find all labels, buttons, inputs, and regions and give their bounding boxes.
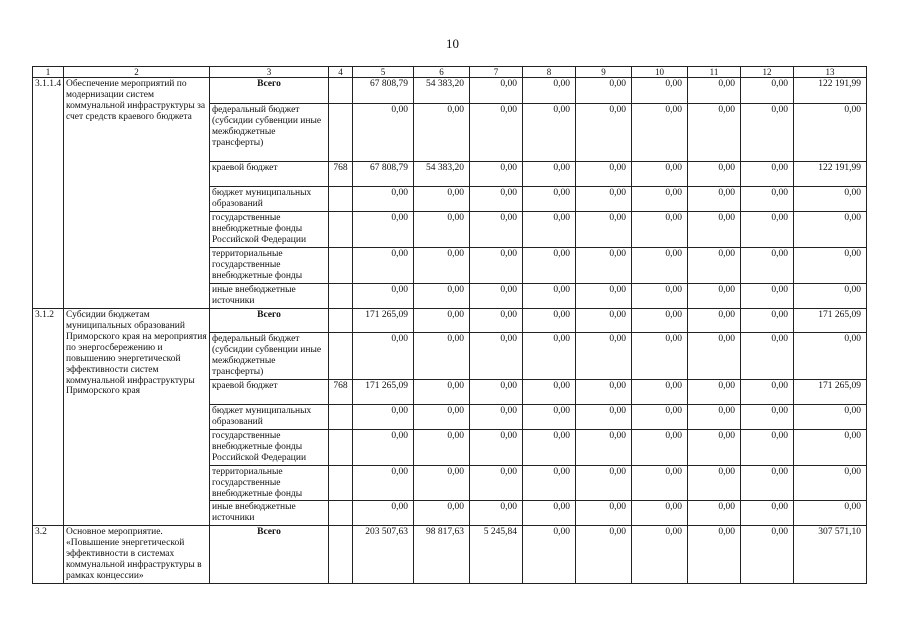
amount-cell-col-8: 0,00 (523, 187, 576, 212)
amount-cell-col-9: 0,00 (576, 162, 632, 187)
column-header-9: 9 (576, 67, 632, 78)
amount-cell-col-13: 0,00 (794, 104, 867, 162)
amount-cell-col-5: 171 265,09 (353, 379, 414, 404)
amount-cell-col-6: 98 817,63 (414, 526, 470, 584)
column-header-3: 3 (210, 67, 329, 78)
amount-cell-col-6: 0,00 (414, 187, 470, 212)
amount-cell-col-6: 0,00 (414, 333, 470, 380)
amount-cell-col-10: 0,00 (632, 526, 688, 584)
amount-cell-col-10: 0,00 (632, 501, 688, 526)
amount-cell-col-10: 0,00 (632, 404, 688, 429)
amount-cell-col-11: 0,00 (688, 404, 741, 429)
column-header-12: 12 (741, 67, 794, 78)
amount-cell-col-5: 0,00 (353, 465, 414, 501)
amount-cell-col-5: 67 808,79 (353, 162, 414, 187)
amount-cell-col-8: 0,00 (523, 465, 576, 501)
amount-cell-col-8: 0,00 (523, 104, 576, 162)
amount-cell-col-5: 0,00 (353, 429, 414, 465)
amount-cell-col-9: 0,00 (576, 465, 632, 501)
amount-cell-col-7: 0,00 (470, 248, 523, 284)
amount-cell-col-11: 0,00 (688, 162, 741, 187)
funding-source: федеральный бюджет (субсидии субвенции иные межбюджетные трансферты) (210, 333, 329, 380)
amount-cell-col-5: 0,00 (353, 248, 414, 284)
budget-code (329, 187, 353, 212)
amount-cell-col-9: 0,00 (576, 379, 632, 404)
amount-cell-col-12: 0,00 (741, 309, 794, 333)
amount-cell-col-11: 0,00 (688, 309, 741, 333)
amount-cell-col-6: 54 383,20 (414, 78, 470, 104)
amount-cell-col-7: 0,00 (470, 284, 523, 309)
column-header-8: 8 (523, 67, 576, 78)
amount-cell-col-8: 0,00 (523, 78, 576, 104)
amount-cell-col-12: 0,00 (741, 333, 794, 380)
amount-cell-col-8: 0,00 (523, 212, 576, 248)
amount-cell-col-9: 0,00 (576, 78, 632, 104)
amount-cell-col-10: 0,00 (632, 333, 688, 380)
funding-source: Всего (210, 526, 329, 584)
amount-cell-col-7: 0,00 (470, 465, 523, 501)
column-header-4: 4 (329, 67, 353, 78)
column-header-1: 1 (33, 67, 64, 78)
budget-code: 768 (329, 379, 353, 404)
amount-cell-col-10: 0,00 (632, 187, 688, 212)
amount-cell-col-11: 0,00 (688, 248, 741, 284)
amount-cell-col-11: 0,00 (688, 333, 741, 380)
amount-cell-col-9: 0,00 (576, 212, 632, 248)
funding-source: краевой бюджет (210, 162, 329, 187)
budget-code (329, 404, 353, 429)
budget-code (329, 248, 353, 284)
amount-cell-col-6: 0,00 (414, 309, 470, 333)
budget-code (329, 284, 353, 309)
section-number: 3.1.2 (33, 309, 64, 526)
amount-cell-col-13: 307 571,10 (794, 526, 867, 584)
section-name: Обеспечение мероприятий по модернизации систем коммунальной инфраструктуры за счет средств краевого бюджета (64, 78, 210, 309)
budget-code (329, 104, 353, 162)
amount-cell-col-5: 0,00 (353, 284, 414, 309)
amount-cell-col-10: 0,00 (632, 162, 688, 187)
amount-cell-col-11: 0,00 (688, 284, 741, 309)
amount-cell-col-5: 171 265,09 (353, 309, 414, 333)
amount-cell-col-6: 0,00 (414, 104, 470, 162)
amount-cell-col-11: 0,00 (688, 526, 741, 584)
amount-cell-col-7: 0,00 (470, 187, 523, 212)
amount-cell-col-12: 0,00 (741, 162, 794, 187)
amount-cell-col-6: 0,00 (414, 248, 470, 284)
amount-cell-col-7: 0,00 (470, 78, 523, 104)
table-body (33, 78, 867, 584)
amount-cell-col-10: 0,00 (632, 248, 688, 284)
budget-code (329, 212, 353, 248)
budget-code: 768 (329, 162, 353, 187)
amount-cell-col-9: 0,00 (576, 404, 632, 429)
amount-cell-col-13: 122 191,99 (794, 78, 867, 104)
amount-cell-col-12: 0,00 (741, 404, 794, 429)
amount-cell-col-7: 0,00 (470, 309, 523, 333)
amount-cell-col-13: 0,00 (794, 284, 867, 309)
amount-cell-col-5: 0,00 (353, 333, 414, 380)
funding-source: Всего (210, 309, 329, 333)
table-row (33, 526, 867, 584)
section-number: 3.2 (33, 526, 64, 584)
amount-cell-col-10: 0,00 (632, 104, 688, 162)
amount-cell-col-8: 0,00 (523, 429, 576, 465)
amount-cell-col-5: 203 507,63 (353, 526, 414, 584)
amount-cell-col-6: 0,00 (414, 501, 470, 526)
amount-cell-col-6: 0,00 (414, 404, 470, 429)
amount-cell-col-11: 0,00 (688, 212, 741, 248)
funding-source: территориальные государственные внебюджетные фонды (210, 248, 329, 284)
amount-cell-col-6: 0,00 (414, 379, 470, 404)
amount-cell-col-10: 0,00 (632, 78, 688, 104)
amount-cell-col-11: 0,00 (688, 379, 741, 404)
amount-cell-col-7: 0,00 (470, 429, 523, 465)
amount-cell-col-7: 0,00 (470, 404, 523, 429)
amount-cell-col-13: 0,00 (794, 404, 867, 429)
amount-cell-col-9: 0,00 (576, 248, 632, 284)
funding-source: Всего (210, 78, 329, 104)
amount-cell-col-12: 0,00 (741, 526, 794, 584)
amount-cell-col-11: 0,00 (688, 104, 741, 162)
column-header-7: 7 (470, 67, 523, 78)
amount-cell-col-9: 0,00 (576, 104, 632, 162)
amount-cell-col-13: 171 265,09 (794, 379, 867, 404)
amount-cell-col-6: 0,00 (414, 212, 470, 248)
amount-cell-col-8: 0,00 (523, 379, 576, 404)
amount-cell-col-10: 0,00 (632, 284, 688, 309)
amount-cell-col-11: 0,00 (688, 78, 741, 104)
amount-cell-col-12: 0,00 (741, 465, 794, 501)
amount-cell-col-8: 0,00 (523, 284, 576, 309)
budget-code (329, 526, 353, 584)
amount-cell-col-8: 0,00 (523, 248, 576, 284)
amount-cell-col-12: 0,00 (741, 379, 794, 404)
amount-cell-col-9: 0,00 (576, 526, 632, 584)
column-header-11: 11 (688, 67, 741, 78)
amount-cell-col-10: 0,00 (632, 429, 688, 465)
amount-cell-col-5: 67 808,79 (353, 78, 414, 104)
funding-source: федеральный бюджет (субсидии субвенции иные межбюджетные трансферты) (210, 104, 329, 162)
budget-code (329, 78, 353, 104)
column-header-13: 13 (794, 67, 867, 78)
column-header-2: 2 (64, 67, 210, 78)
amount-cell-col-12: 0,00 (741, 187, 794, 212)
amount-cell-col-5: 0,00 (353, 212, 414, 248)
amount-cell-col-7: 0,00 (470, 333, 523, 380)
section-number: 3.1.1.4 (33, 78, 64, 309)
budget-code (329, 333, 353, 380)
section-name: Субсидии бюджетам муниципальных образований Приморского края на мероприятия по энергосбережению и повышению энергетической эффективности систем коммунальной инфраструктуры Приморского края (64, 309, 210, 526)
amount-cell-col-9: 0,00 (576, 429, 632, 465)
amount-cell-col-9: 0,00 (576, 309, 632, 333)
amount-cell-col-12: 0,00 (741, 212, 794, 248)
amount-cell-col-7: 5 245,84 (470, 526, 523, 584)
amount-cell-col-13: 122 191,99 (794, 162, 867, 187)
amount-cell-col-13: 0,00 (794, 212, 867, 248)
amount-cell-col-13: 0,00 (794, 465, 867, 501)
budget-code (329, 501, 353, 526)
table-row (33, 309, 867, 333)
amount-cell-col-8: 0,00 (523, 162, 576, 187)
amount-cell-col-9: 0,00 (576, 284, 632, 309)
amount-cell-col-13: 171 265,09 (794, 309, 867, 333)
amount-cell-col-13: 0,00 (794, 187, 867, 212)
amount-cell-col-11: 0,00 (688, 429, 741, 465)
column-header-6: 6 (414, 67, 470, 78)
amount-cell-col-12: 0,00 (741, 248, 794, 284)
funding-source: краевой бюджет (210, 379, 329, 404)
amount-cell-col-8: 0,00 (523, 526, 576, 584)
amount-cell-col-7: 0,00 (470, 212, 523, 248)
amount-cell-col-8: 0,00 (523, 404, 576, 429)
amount-cell-col-13: 0,00 (794, 501, 867, 526)
section-name: Основное мероприятие. «Повышение энергетической эффективности в системах коммунальной инфраструктуры в рамках концессии» (64, 526, 210, 584)
amount-cell-col-9: 0,00 (576, 333, 632, 380)
amount-cell-col-5: 0,00 (353, 187, 414, 212)
amount-cell-col-11: 0,00 (688, 187, 741, 212)
amount-cell-col-9: 0,00 (576, 501, 632, 526)
budget-code (329, 429, 353, 465)
amount-cell-col-10: 0,00 (632, 212, 688, 248)
amount-cell-col-5: 0,00 (353, 404, 414, 429)
funding-source: бюджет муниципальных образований (210, 404, 329, 429)
column-header-10: 10 (632, 67, 688, 78)
amount-cell-col-13: 0,00 (794, 333, 867, 380)
amount-cell-col-9: 0,00 (576, 187, 632, 212)
amount-cell-col-5: 0,00 (353, 501, 414, 526)
amount-cell-col-7: 0,00 (470, 162, 523, 187)
page-number: 10 (446, 36, 459, 51)
amount-cell-col-10: 0,00 (632, 379, 688, 404)
amount-cell-col-13: 0,00 (794, 429, 867, 465)
header-row (33, 67, 867, 78)
amount-cell-col-12: 0,00 (741, 104, 794, 162)
amount-cell-col-6: 54 383,20 (414, 162, 470, 187)
funding-source: государственные внебюджетные фонды Российской Федерации (210, 212, 329, 248)
amount-cell-col-11: 0,00 (688, 465, 741, 501)
funding-source: иные внебюджетные источники (210, 501, 329, 526)
amount-cell-col-7: 0,00 (470, 501, 523, 526)
budget-code (329, 465, 353, 501)
budget-table (32, 66, 867, 584)
funding-source: бюджет муниципальных образований (210, 187, 329, 212)
funding-source: государственные внебюджетные фонды Российской Федерации (210, 429, 329, 465)
amount-cell-col-7: 0,00 (470, 104, 523, 162)
amount-cell-col-8: 0,00 (523, 501, 576, 526)
table-row (33, 78, 867, 104)
amount-cell-col-6: 0,00 (414, 465, 470, 501)
amount-cell-col-8: 0,00 (523, 309, 576, 333)
column-header-5: 5 (353, 67, 414, 78)
amount-cell-col-8: 0,00 (523, 333, 576, 380)
amount-cell-col-6: 0,00 (414, 284, 470, 309)
amount-cell-col-7: 0,00 (470, 379, 523, 404)
amount-cell-col-12: 0,00 (741, 284, 794, 309)
budget-code (329, 309, 353, 333)
amount-cell-col-12: 0,00 (741, 429, 794, 465)
amount-cell-col-5: 0,00 (353, 104, 414, 162)
amount-cell-col-10: 0,00 (632, 309, 688, 333)
funding-source: иные внебюджетные источники (210, 284, 329, 309)
amount-cell-col-6: 0,00 (414, 429, 470, 465)
amount-cell-col-13: 0,00 (794, 248, 867, 284)
amount-cell-col-12: 0,00 (741, 501, 794, 526)
amount-cell-col-11: 0,00 (688, 501, 741, 526)
amount-cell-col-10: 0,00 (632, 465, 688, 501)
amount-cell-col-12: 0,00 (741, 78, 794, 104)
funding-source: территориальные государственные внебюджетные фонды (210, 465, 329, 501)
